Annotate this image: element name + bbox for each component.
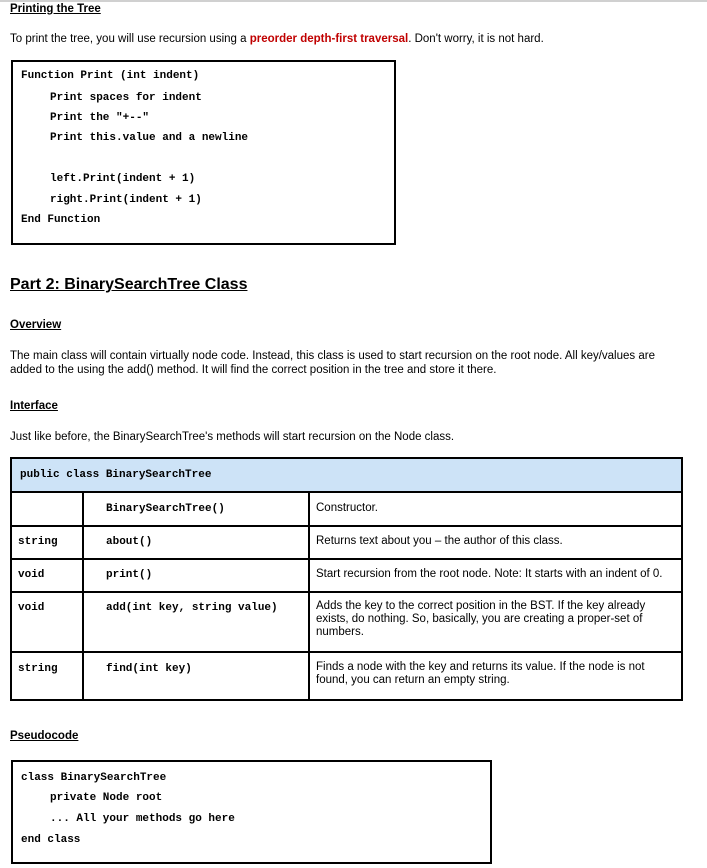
printing-intro-after: . Don't worry, it is not hard. bbox=[408, 33, 544, 45]
interface-heading: Interface bbox=[10, 400, 58, 412]
code-line: Print spaces for indent bbox=[50, 92, 202, 104]
page-top-rule bbox=[0, 0, 707, 2]
method-description: Returns text about you – the author of this class. bbox=[309, 526, 682, 559]
overview-heading: Overview bbox=[10, 319, 62, 331]
code-line: End Function bbox=[21, 214, 101, 226]
method-type: void bbox=[11, 592, 83, 652]
method-description: Start recursion from the root node. Note: It starts with an indent of 0. bbox=[309, 559, 682, 592]
overview-text: The main class will contain virtually node code. Instead, this class is used to start recursion on the root node. All key/values are added to the using the add() method. It will find the correct position in the tree and store it there. bbox=[10, 350, 655, 376]
printing-intro-highlight: preorder depth-first traversal bbox=[249, 33, 409, 45]
method-type: string bbox=[11, 526, 83, 559]
part2-heading: Part 2: BinarySearchTree Class bbox=[10, 276, 248, 293]
table-row bbox=[11, 652, 682, 700]
method-type: string bbox=[11, 652, 83, 700]
print-function-code-box bbox=[11, 60, 396, 245]
table-row bbox=[11, 559, 682, 592]
table-row bbox=[11, 492, 682, 526]
pseudocode-heading: Pseudocode bbox=[10, 730, 79, 742]
code-line: ... All your methods go here bbox=[50, 813, 235, 825]
printing-intro-before: To print the tree, you will use recursion using a bbox=[10, 33, 250, 45]
interface-table bbox=[10, 457, 683, 701]
method-signature: print() bbox=[83, 559, 309, 592]
method-type: void bbox=[11, 559, 83, 592]
code-line: Print this.value and a newline bbox=[50, 132, 249, 144]
code-line: Print the "+--" bbox=[50, 112, 150, 124]
interface-table-header-row bbox=[11, 458, 682, 492]
code-line: right.Print(indent + 1) bbox=[50, 194, 202, 206]
code-line: private Node root bbox=[50, 792, 163, 804]
method-signature: about() bbox=[83, 526, 309, 559]
method-signature: add(int key, string value) bbox=[83, 592, 309, 652]
method-signature: find(int key) bbox=[83, 652, 309, 700]
table-row bbox=[11, 526, 682, 559]
pseudocode-code-box bbox=[11, 760, 492, 864]
code-line: Function Print (int indent) bbox=[21, 70, 200, 82]
code-line: end class bbox=[21, 834, 81, 846]
printing-intro bbox=[10, 33, 544, 45]
method-type bbox=[11, 492, 83, 526]
code-line: left.Print(indent + 1) bbox=[50, 173, 196, 185]
method-description: Adds the key to the correct position in the BST. If the key already exists, do nothing. So, basically, you are creating a proper-set of numbers. bbox=[309, 592, 682, 652]
interface-table-header: public class BinarySearchTree bbox=[11, 458, 682, 492]
method-signature: BinarySearchTree() bbox=[83, 492, 309, 526]
method-description: Constructor. bbox=[309, 492, 682, 526]
interface-text: Just like before, the BinarySearchTree's methods will start recursion on the Node class. bbox=[10, 431, 455, 443]
method-description: Finds a node with the key and returns its value. If the node is not found, you can return an empty string. bbox=[309, 652, 682, 700]
table-row bbox=[11, 592, 682, 652]
code-line: class BinarySearchTree bbox=[21, 772, 167, 784]
printing-heading: Printing the Tree bbox=[10, 3, 101, 15]
